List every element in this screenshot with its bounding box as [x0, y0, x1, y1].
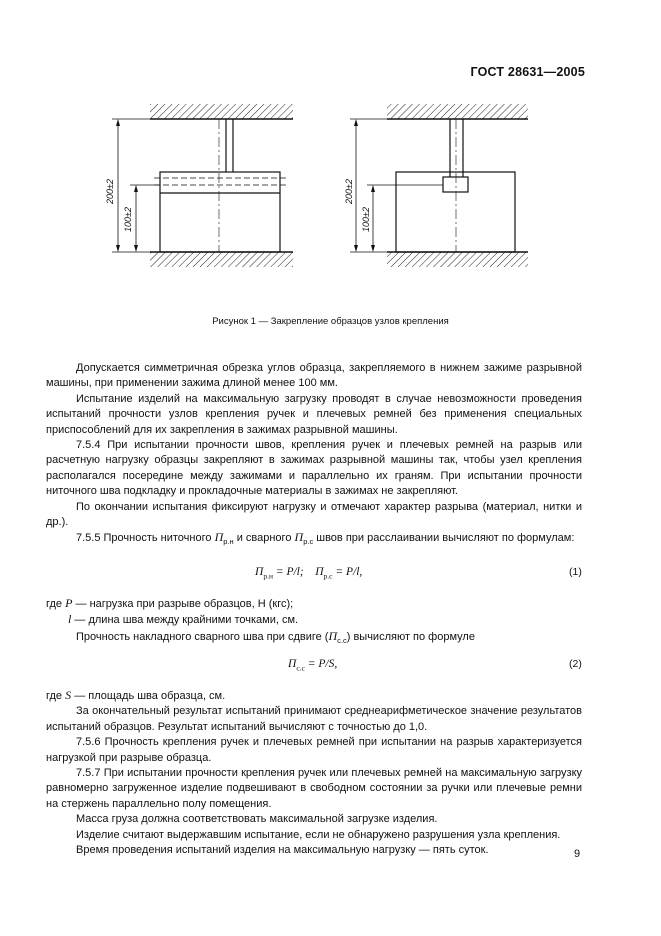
paragraph-shear: Прочность накладного сварного шва при сдвиге $(П_{с.с})$ вычисляют по формуле — [76, 628, 475, 645]
paragraph: По окончании испытания фиксируют нагрузку и отмечают характер разрыва (материал, нитки и др.). — [46, 500, 582, 529]
paragraph: Время проведения испытаний изделия на максимальную нагрузку — пять суток. — [76, 844, 489, 857]
text-block-2 — [46, 596, 582, 648]
right-specimen-drawing — [344, 104, 528, 267]
paragraph: Испытание изделий на максимальную загрузку проводят в случае невозможности проведения испытаний прочности узлов крепления ручек и плечевых ремней без применения специальных приспособлений для их закрепления в зажимах разрывной машины. — [46, 392, 582, 436]
figure-caption: Рисунок 1 — Закрепление образцов узлов крепления — [212, 316, 449, 327]
paragraph: Масса груза должна соответствовать максимальной загрузке изделия. — [76, 813, 438, 826]
text-block-3 — [46, 688, 582, 858]
left-dim-100: 100±2 — [123, 207, 133, 232]
left-specimen-drawing — [105, 104, 293, 267]
right-dim-100: 100±2 — [361, 207, 371, 232]
right-attachment-block — [443, 177, 468, 192]
paragraph: 7.5.6 Прочность крепления ручек и плечевых ремней при испытании на разрыв характеризуется нагрузкой при разрыве образца. — [46, 736, 582, 764]
left-top-clamp — [150, 104, 293, 119]
figure-clamping-diagram — [0, 0, 661, 300]
where-P: где P — нагрузка при разрыве образцов, Н (кгс); — [46, 596, 294, 610]
paragraph: Изделие считают выдержавшим испытание, если не обнаружено разрушения узла крепления. — [76, 828, 561, 841]
right-bottom-clamp — [387, 252, 528, 267]
paragraph: Допускается симметричная обрезка углов образца, закрепляемого в нижнем зажиме разрывной машины, при применении зажима длиной менее 100 мм. — [46, 362, 582, 390]
left-bottom-clamp — [150, 252, 293, 267]
where-l: l — длина шва между крайними точками, см. — [68, 612, 299, 627]
paragraph-7-5-5: 7.5.5 Прочность ниточного $П_{р.н}$ и сварного $П_{р.с}$ швов при расслаивании вычисляют по формулам: — [76, 530, 575, 547]
equation-number-2: (2) — [569, 658, 582, 670]
right-dim-200: 200±2 — [344, 179, 354, 204]
paragraph: За окончательный результат испытаний принимают среднеарифметическое значение результатов испытаний образцов. Результат испытаний вычисляют с точностью до 1,0. — [46, 705, 582, 733]
left-dim-200: 200±2 — [105, 179, 115, 204]
page-number: 9 — [574, 848, 581, 860]
document-header: ГОСТ 28631—2005 — [470, 65, 585, 79]
right-top-clamp — [387, 104, 528, 119]
paragraph: 7.5.4 При испытании прочности швов, крепления ручек и плечевых ремней на разрыв или расчетную нагрузку образцы закрепляют в зажимах разрывной машины так, чтобы узел крепления располагался посередине между зажимами и параллельно их граням. При испытании прочности ниточного шва подкладку и прокладочные материалы в зажимах не закрепляют. — [46, 439, 582, 498]
equation-number-1: (1) — [569, 566, 582, 578]
where-S: где S — площадь шва образца, см. — [46, 688, 226, 702]
text-block-1 — [46, 361, 582, 550]
paragraph: 7.5.7 При испытании прочности крепления ручек или плечевых ремней на максимальную загрузку равномерно загруженное изделие подвешивают в свободном состоянии за ручки или плечевые ремни на стержень параллельно полу помещения. — [46, 767, 582, 810]
left-specimen-body — [160, 172, 280, 252]
